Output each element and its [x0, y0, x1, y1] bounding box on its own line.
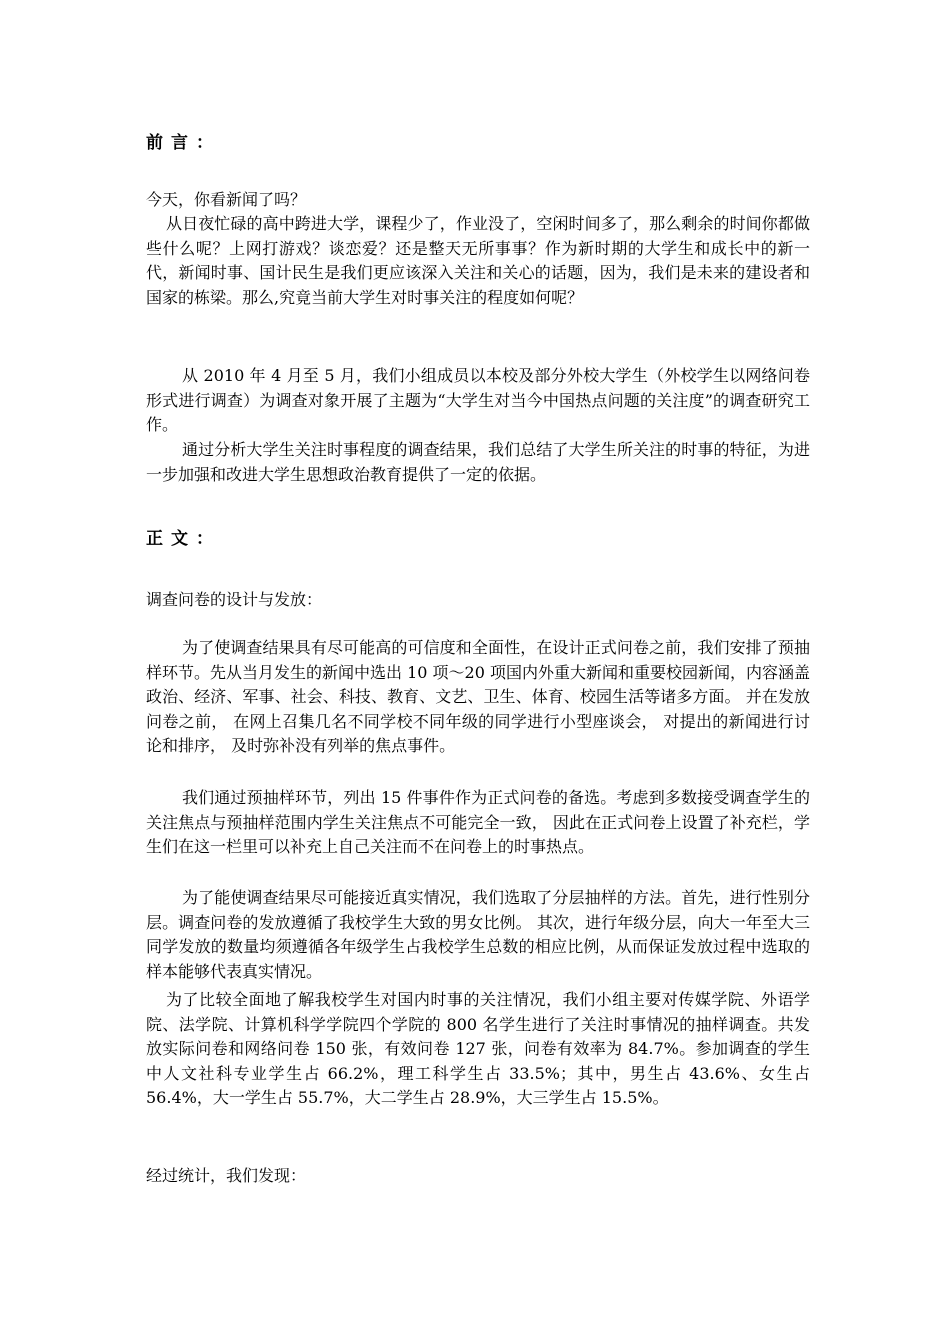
body-paragraph-4: 为了比较全面地了解我校学生对国内时事的关注情况，我们小组主要对传媒学院、外语学院、法学院、计算机科学学院四个学院的 800 名学生进行了关注时事情况的抽样调查。共发放实际问卷和网络问卷 150 张，有效问卷 127 张，问卷有效率为 84.7%。参加调查的学生中人文社科专业学生占 66.2%，理工科学生占 33.5%；其中，男生占 43.6%、女生占 56.4%，大一学生占 55.7%，大二学生占 28.9%，大三学生占 15.5%。 [146, 990, 810, 1107]
preface-heading: 前言： [146, 133, 221, 153]
body-heading: 正文： [146, 529, 221, 549]
body-paragraph-1: 为了使调查结果具有尽可能高的可信度和全面性，在设计正式问卷之前，我们安排了预抽样环节。先从当月发生的新闻中选出 10 项～20 项国内外重大新闻和重要校园新闻，内容涵盖政治、经济、军事、社会、科技、教育、文艺、卫生、体育、校园生活等诸多方面。 并在发放问卷之前， 在网上召集几名不同学校不同年级的同学进行小型座谈会， 对提出的新闻进行讨论和排序， 及时弥补没有列举的焦点事件。 [146, 638, 810, 755]
findings-intro: 经过统计，我们发现： [146, 1166, 307, 1185]
body-paragraph-3: 为了能使调查结果尽可能接近真实情况，我们选取了分层抽样的方法。首先，进行性别分层。调查问卷的发放遵循了我校学生大致的男女比例。 其次，进行年级分层，向大一年至大三同学发放的数量均须遵循各年级学生占我校学生总数的相应比例，从而保证发放过程中选取的样本能够代表真实情况。 [146, 888, 810, 981]
body-paragraph-2: 我们通过预抽样环节，列出 15 件事件作为正式问卷的备选。考虑到多数接受调查学生的关注焦点与预抽样范围内学生关注焦点不可能完全一致， 因此在正式问卷上设置了补充栏，学生们在这一栏里可以补充上自己关注而不在问卷上的时事热点。 [146, 788, 810, 856]
survey-design-subheading: 调查问卷的设计与发放： [146, 590, 323, 609]
preface-paragraph-4: 通过分析大学生关注时事程度的调查结果，我们总结了大学生所关注的时事的特征，为进一步加强和改进大学生思想政治教育提供了一定的依据。 [146, 440, 810, 484]
preface-paragraph-1: 今天，你看新闻了吗？ [146, 190, 307, 209]
preface-paragraph-2: 从日夜忙碌的高中跨进大学，课程少了，作业没了，空闲时间多了，那么剩余的时间你都做些什么呢？上网打游戏？谈恋爱？还是整天无所事事？作为新时期的大学生和成长中的新一代，新闻时事、国计民生是我们更应该深入关注和关心的话题，因为，我们是未来的建设者和国家的栋梁。那么,究竟当前大学生对时事关注的程度如何呢？ [146, 214, 810, 307]
preface-paragraph-3: 从 2010 年 4 月至 5 月，我们小组成员以本校及部分外校大学生（外校学生以网络问卷形式进行调查）为调查对象开展了主题为“大学生对当今中国热点问题的关注度”的调查研究工作。 [146, 366, 810, 434]
